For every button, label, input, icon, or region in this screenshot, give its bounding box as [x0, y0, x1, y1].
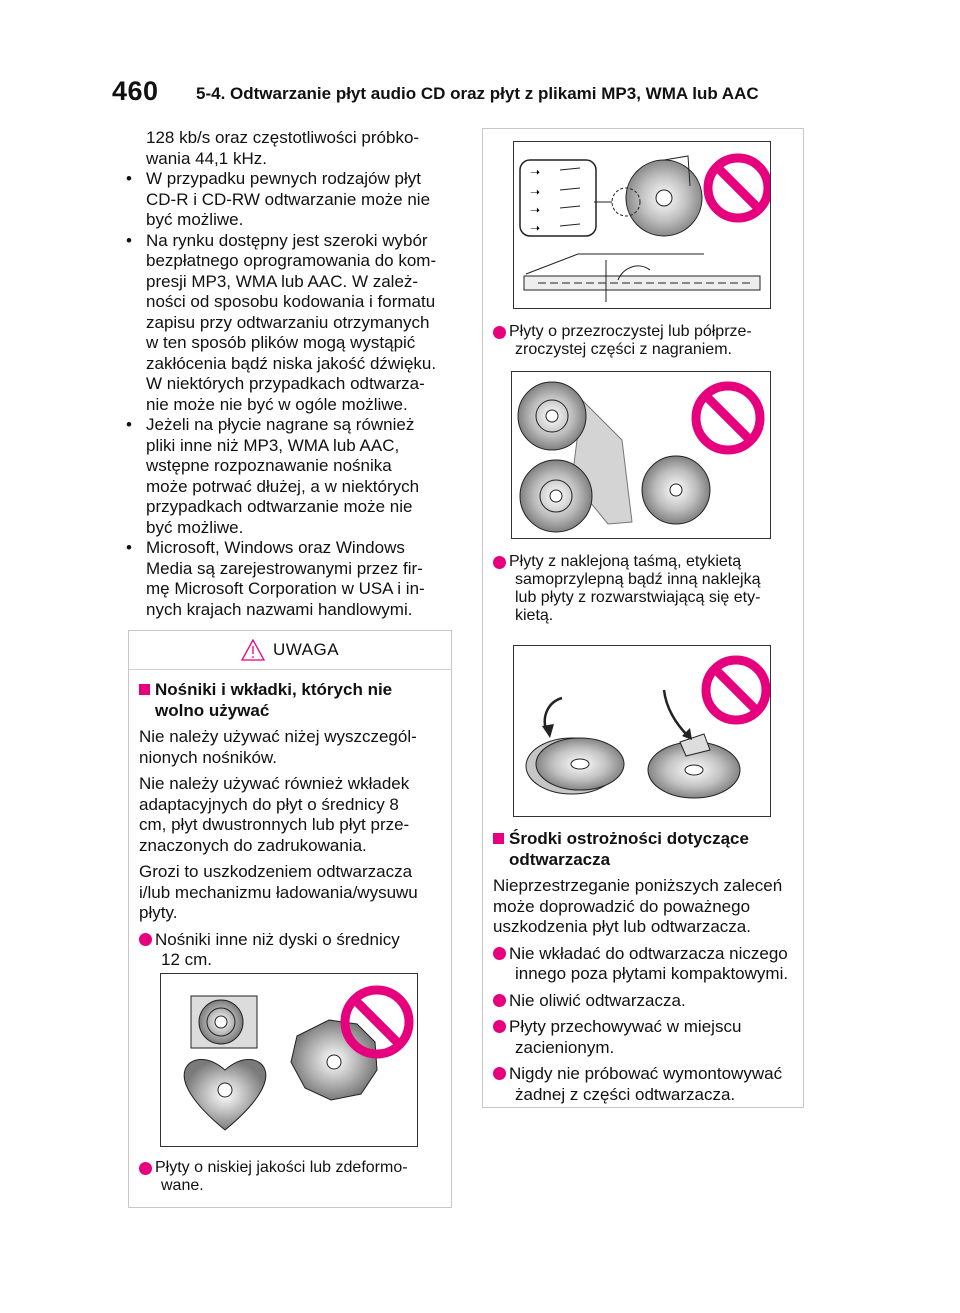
bullet-item: Nośniki inne niż dyski o średnicy 12 cm.: [139, 930, 441, 971]
disc-cross-section-icon: [524, 254, 760, 302]
round-bullet-icon: [493, 326, 506, 339]
note-line: w ten sposób plików mogą wystąpić: [146, 333, 416, 352]
note-line: zakłócenia bądź niska jakość dźwięku.: [146, 353, 437, 373]
disc-icon: [642, 456, 710, 524]
note-line: W niektórych przypadkach odtwarza-: [146, 374, 425, 393]
bullet-item: Płyty przechowywać w miejscu zacienionym.: [493, 1017, 798, 1058]
note-item: [118, 169, 458, 231]
note-line: • Jeżeli na płycie nagrane są również: [146, 415, 415, 434]
note-item: [118, 231, 458, 416]
disc-icon: [626, 156, 702, 236]
note-line: • Microsoft, Windows oraz Windows: [146, 538, 405, 557]
prohibited-icon: [706, 660, 766, 720]
octagon-disc-icon: [291, 1020, 377, 1100]
note-item: [118, 415, 458, 538]
section-title-line: wolno używać: [155, 700, 270, 720]
round-bullet-icon: [139, 1162, 152, 1175]
disc-icon: [518, 382, 586, 450]
peeling-disc-icon: [526, 698, 624, 794]
caution-box: [128, 630, 452, 1208]
caution-body: [129, 670, 451, 971]
heart-disc-icon: [184, 1059, 266, 1130]
round-bullet-icon: [493, 556, 506, 569]
section-2: [493, 829, 798, 1111]
round-bullet-icon: [493, 947, 506, 960]
bullet-item: Płyty o przezroczystej lub półprze- zroczystej części z nagraniem.: [493, 323, 809, 359]
note-line: presji MP3, WMA lub AAC. W zależ-: [146, 271, 419, 291]
section-title: [139, 680, 441, 721]
note-line: pliki inne niż MP3, WMA lub AAC,: [146, 435, 400, 455]
note-line: • W przypadku pewnych rodzajów płyt: [146, 169, 421, 188]
note-list: [118, 169, 458, 620]
left-column: [118, 128, 458, 620]
note-line: wstępne rozpoznawanie nośnika: [146, 456, 392, 475]
magnifier-callout-icon: [520, 160, 640, 236]
paragraph: Nie należy używać również wkładek adaptacyjnych do płyt o średnicy 8 cm, płyt dwustronnych lub płyt prze- znaczonych do zadrukowania.: [139, 774, 410, 855]
caution-box-continued: [482, 128, 804, 1108]
note-line: • Na rynku dostępny jest szeroki wybór: [146, 230, 428, 250]
figure-damaged-discs: [511, 371, 771, 539]
taped-disc-icon: [648, 690, 740, 798]
bullet-item: Płyty o niskiej jakości lub zdeformo- wane.: [139, 1159, 455, 1195]
intro-line: 128 kb/s oraz częstotliwości próbko-: [146, 128, 420, 147]
round-bullet-icon: [493, 994, 506, 1007]
paragraph: Nieprzestrzeganie poniższych zaleceń może doprowadzić do poważnego uszkodzenia płyt lub odtwarzacza.: [493, 876, 783, 936]
note-line: mę Microsoft Corporation w USA i in-: [146, 579, 425, 598]
note-line: zapisu przy odtwarzaniu otrzymanych: [146, 312, 430, 332]
page-number: 460: [112, 76, 159, 106]
paragraph: Grozi to uszkodzeniem odtwarzacza i/lub mechanizmu ładowania/wysuwu płyty.: [139, 862, 418, 922]
square-bullet-icon: [139, 684, 150, 695]
intro-line: wania 44,1 kHz.: [146, 148, 267, 168]
note-line: przypadkach odtwarzanie może nie: [146, 497, 413, 516]
svg-text:➝: ➝: [530, 203, 541, 217]
svg-text:➝: ➝: [530, 221, 541, 235]
note-line: Media są zarejestrowanymi przez fir-: [146, 558, 423, 578]
square-bullet-icon: [493, 833, 504, 844]
bullet-item: Nie oliwić odtwarzacza.: [493, 991, 798, 1012]
figure-labelled-discs: [513, 645, 771, 817]
figure-translucent-disc: [513, 141, 771, 309]
prohibited-icon: [708, 158, 768, 218]
section-title: Środki ostrożności dotyczące odtwarzacza: [493, 829, 798, 870]
note-line: nie może nie być w ogóle możliwe.: [146, 394, 408, 414]
bullet-item: Nie wkładać do odtwarzacza niczego innego poza płytami kompaktowymi.: [493, 944, 798, 985]
paragraph: Nie należy używać niżej wyszczegól- nionych nośników.: [139, 727, 417, 767]
note-line: być możliwe.: [146, 210, 244, 229]
warning-triangle-icon: [241, 639, 265, 661]
note-item: [118, 538, 458, 620]
square-disc-icon: [191, 996, 257, 1048]
round-bullet-icon: [493, 1020, 506, 1033]
note-line: być możliwe.: [146, 517, 244, 537]
bullet-item: Płyty z naklejoną taśmą, etykietą samoprzylepną bądź inną naklejką lub płyty z rozwarstwiającą się ety- kietą.: [493, 553, 809, 625]
disc-icon: [520, 460, 592, 532]
caution-label: UWAGA: [272, 640, 340, 659]
prohibited-icon: [696, 386, 760, 450]
note-line: bezpłatnego oprogramowania do kom-: [146, 251, 437, 270]
note-line: ności od sposobu kodowania i formatu: [146, 292, 436, 311]
caution-header: [129, 631, 451, 670]
note-line: może potrwać dłużej, a w niektórych: [146, 476, 420, 496]
note-line: CD-R i CD-RW odtwarzanie może nie: [146, 189, 431, 209]
round-bullet-icon: [139, 933, 152, 946]
round-bullet-icon: [493, 1067, 506, 1080]
note-line: nych krajach nazwami handlowymi.: [146, 599, 413, 619]
section-header: 5-4. Odtwarzanie płyt audio CD oraz płyt z plikami MP3, WMA lub AAC: [196, 84, 759, 103]
svg-text:➝: ➝: [530, 185, 541, 199]
svg-text:➝: ➝: [530, 165, 541, 179]
bullet-item: Nigdy nie próbować wymontowywać żadnej z części odtwarzacza.: [493, 1064, 798, 1105]
prohibited-icon: [345, 990, 409, 1054]
figure-nonstandard-discs: [160, 973, 418, 1147]
section-title-line: Nośniki i wkładki, których nie: [155, 680, 393, 699]
